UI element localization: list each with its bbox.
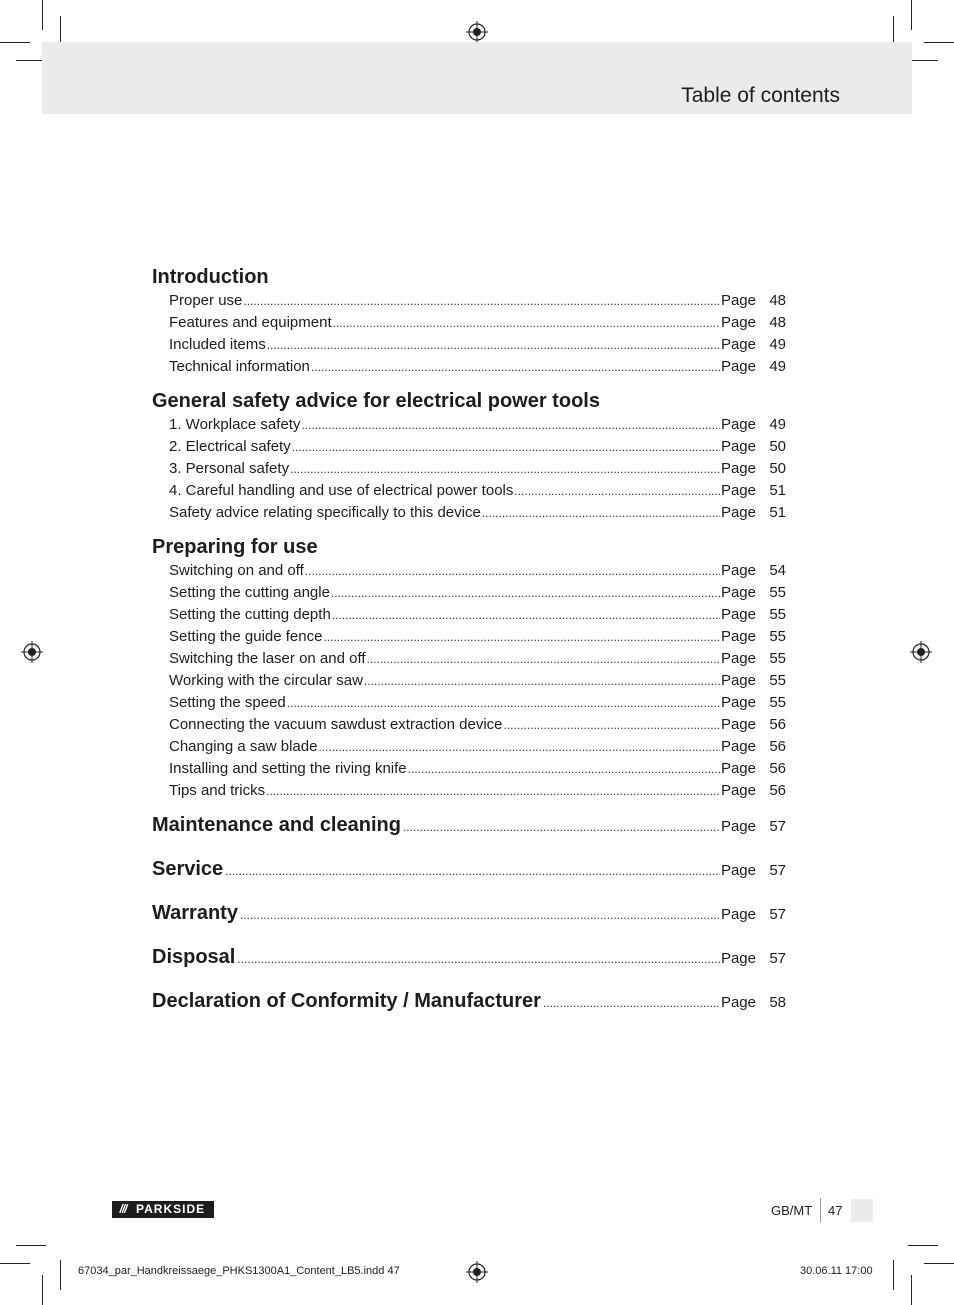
parkside-logo — [112, 1201, 214, 1218]
entry-label: Connecting the vacuum sawdust extraction device — [169, 716, 503, 733]
toc-section-maintenance[interactable] — [152, 812, 786, 856]
entry-page: Page 58 — [720, 994, 786, 1011]
toc-entry[interactable] — [152, 414, 786, 436]
entry-label: Switching on and off — [169, 562, 304, 579]
leader-dots — [267, 334, 720, 356]
toc-entry[interactable] — [152, 334, 786, 356]
section-title: Disposal — [152, 946, 236, 968]
entry-page: Page 50 — [720, 438, 786, 455]
leader-dots — [266, 780, 720, 802]
toc-entry[interactable] — [152, 480, 786, 502]
leader-dots — [287, 692, 720, 714]
entry-page: Page 55 — [720, 606, 786, 623]
entry-page: Page 49 — [720, 358, 786, 375]
section-title: Service — [152, 858, 224, 880]
entry-label: 3. Personal safety — [169, 460, 290, 477]
entry-page: Page 49 — [720, 416, 786, 433]
crop-mark — [16, 1245, 46, 1246]
crop-mark — [911, 1275, 912, 1305]
leader-dots — [243, 290, 720, 312]
entry-label: Safety advice relating specifically to this device — [169, 504, 481, 521]
leader-dots — [318, 736, 720, 758]
entry-page: Page 55 — [720, 694, 786, 711]
entry-page: Page 57 — [720, 906, 786, 923]
slug-filename: 67034_par_Handkreissaege_PHKS1300A1_Content_LB5.indd 47 — [78, 1265, 400, 1277]
crop-mark — [42, 1275, 43, 1305]
entry-page: Page 56 — [720, 760, 786, 777]
toc-entry[interactable] — [152, 670, 786, 692]
entry-label: Technical information — [169, 358, 310, 375]
entry-page: Page 54 — [720, 562, 786, 579]
crop-mark — [911, 0, 912, 30]
crop-mark — [908, 1245, 938, 1246]
entry-label: 1. Workplace safety — [169, 416, 301, 433]
toc-entry[interactable] — [152, 582, 786, 604]
toc-section-general-safety — [152, 388, 786, 524]
toc-entry[interactable] — [152, 648, 786, 670]
entry-page: Page 55 — [720, 628, 786, 645]
entry-page: Page 56 — [720, 716, 786, 733]
entry-label: Changing a saw blade — [169, 738, 318, 755]
leader-dots — [290, 458, 720, 480]
crop-mark — [0, 42, 30, 43]
entry-label: Installing and setting the riving knife — [169, 760, 407, 777]
entry-label: Included items — [169, 336, 266, 353]
page-title: Table of contents — [681, 84, 840, 107]
section-title: Maintenance and cleaning — [152, 814, 401, 836]
leader-dots — [408, 758, 720, 780]
toc-section-service[interactable] — [152, 856, 786, 900]
leader-dots — [514, 480, 720, 502]
toc-entry[interactable] — [152, 736, 786, 758]
section-title: Preparing for use — [152, 536, 318, 558]
registration-mark-icon — [466, 1261, 488, 1283]
entry-label: Proper use — [169, 292, 243, 309]
entry-page: Page 57 — [720, 862, 786, 879]
leader-dots — [292, 436, 720, 458]
leader-dots — [403, 814, 720, 840]
footer-divider — [820, 1198, 821, 1222]
leader-dots — [333, 312, 720, 334]
leader-dots — [331, 582, 720, 604]
entry-page: Page 55 — [720, 672, 786, 689]
entry-page: Page 56 — [720, 782, 786, 799]
entry-label: 2. Electrical safety — [169, 438, 291, 455]
toc-entry[interactable] — [152, 626, 786, 648]
leader-dots — [301, 414, 720, 436]
leader-dots — [364, 670, 720, 692]
leader-dots — [543, 990, 720, 1016]
crop-mark — [60, 1260, 61, 1290]
leader-dots — [323, 626, 720, 648]
toc-entry[interactable] — [152, 458, 786, 480]
registration-mark-icon — [466, 21, 488, 43]
toc-entry[interactable] — [152, 780, 786, 802]
toc-section-disposal[interactable] — [152, 944, 786, 988]
entry-page: Page 48 — [720, 292, 786, 309]
entry-page: Page 48 — [720, 314, 786, 331]
logo-brand: PARKSIDE — [136, 1202, 206, 1216]
toc-entry[interactable] — [152, 290, 786, 312]
entry-page: Page 55 — [720, 584, 786, 601]
entry-page: Page 57 — [720, 950, 786, 967]
entry-page: Page 51 — [720, 482, 786, 499]
leader-dots — [240, 902, 720, 928]
toc-section-warranty[interactable] — [152, 900, 786, 944]
crop-mark — [924, 1263, 954, 1264]
crop-mark — [0, 1263, 30, 1264]
crop-mark — [893, 1260, 894, 1290]
registration-mark-icon — [21, 641, 43, 663]
entry-label: Features and equipment — [169, 314, 332, 331]
section-title: Warranty — [152, 902, 238, 924]
toc-entry[interactable] — [152, 312, 786, 334]
toc-entry[interactable] — [152, 714, 786, 736]
toc-entry[interactable] — [152, 604, 786, 626]
entry-label: Setting the cutting depth — [169, 606, 331, 623]
entry-page: Page 57 — [720, 818, 786, 835]
leader-dots — [305, 560, 720, 582]
section-title: General safety advice for electrical power tools — [152, 390, 600, 412]
entry-page: Page 49 — [720, 336, 786, 353]
section-title: Declaration of Conformity / Manufacturer — [152, 990, 541, 1012]
entry-label: Setting the cutting angle — [169, 584, 330, 601]
crop-mark — [42, 0, 43, 30]
leader-dots — [225, 858, 720, 884]
toc-entry[interactable] — [152, 436, 786, 458]
entry-label: Setting the guide fence — [169, 628, 323, 645]
entry-label: Setting the speed — [169, 694, 286, 711]
footer-language: GB/MT — [771, 1203, 813, 1218]
slug-date: 30.06.11 17:00 — [800, 1265, 873, 1277]
entry-page: Page 50 — [720, 460, 786, 477]
toc-entry[interactable] — [152, 356, 786, 378]
footer-tab-box — [851, 1199, 873, 1222]
entry-page: Page 55 — [720, 650, 786, 667]
entry-label: Working with the circular saw — [169, 672, 363, 689]
entry-label: 4. Careful handling and use of electrical power tools — [169, 482, 514, 499]
toc-entry[interactable] — [152, 758, 786, 780]
crop-mark — [908, 60, 938, 61]
leader-dots — [311, 356, 720, 378]
entry-label: Switching the laser on and off — [169, 650, 366, 667]
entry-page: Page 51 — [720, 504, 786, 521]
entry-page: Page 56 — [720, 738, 786, 755]
leader-dots — [482, 502, 720, 524]
toc-section-preparing — [152, 534, 786, 802]
entry-label: Tips and tricks — [169, 782, 266, 799]
toc-section-declaration[interactable] — [152, 988, 786, 1032]
toc-section-introduction — [152, 264, 786, 378]
leader-dots — [504, 714, 720, 736]
toc-entry[interactable] — [152, 692, 786, 714]
footer-page-number: 47 — [828, 1203, 843, 1218]
leader-dots — [332, 604, 720, 626]
leader-dots — [237, 946, 720, 972]
table-of-contents — [152, 264, 786, 1032]
registration-mark-icon — [910, 641, 932, 663]
leader-dots — [367, 648, 720, 670]
crop-mark — [924, 42, 954, 43]
section-title: Introduction — [152, 266, 269, 288]
toc-entry[interactable] — [152, 502, 786, 524]
logo-slashes: /// — [119, 1202, 127, 1216]
toc-entry[interactable] — [152, 560, 786, 582]
